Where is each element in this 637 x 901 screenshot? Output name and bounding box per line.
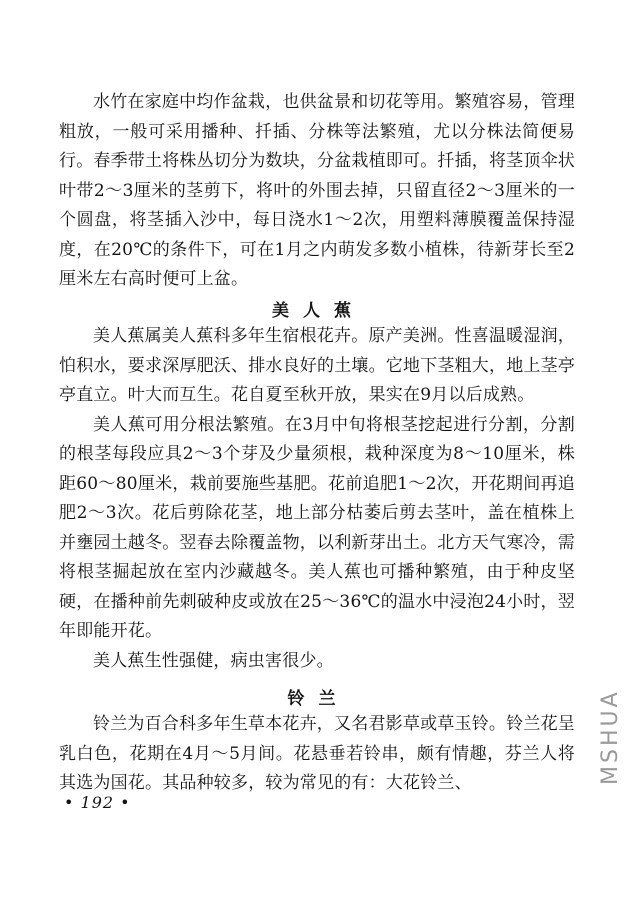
section-water-bamboo <box>59 88 575 295</box>
paragraph-canna-propagation: 美人蕉可用分根法繁殖。在3月中旬将根茎挖起进行分割，分割的根茎每段应具2～3个芽及少量须根，栽种深度为8～10厘米，株距60～80厘米，栽前要施些基肥。花前追肥1～2次，开花期间再追肥2～3次。花后剪除花茎，地上部分枯萎后剪去茎叶，盖在植株上并壅园土越冬。翌春去除覆盖物，以利新芽出土。北方天气寒冷，需将根茎掘起放在室内沙藏越冬。美人蕉也可播种繁殖，由于种皮坚硬，在播种前先刺破种皮或放在25～36℃的温水中浸泡24小时，翌年即能开花。 <box>59 414 575 641</box>
page-number: • 192 • <box>64 793 131 812</box>
paragraph-canna-health: 美人蕉生性强健，病虫害很少。 <box>93 650 334 671</box>
heading-canna: 美人蕉 <box>272 301 365 321</box>
paragraph-water-bamboo: 水竹在家庭中均作盆栽，也供盆景和切花等用。繁殖容易，管理粗放，一般可采用播种、扦插、分株等法繁殖，尤以分株法简便易行。春季带土将株丛切分为数块，分盆栽植即可。扦插，将茎顶伞状叶带2～3厘米的茎剪下，将叶的外围去掉，只留直径2～3厘米的一个圆盘，将茎插入沙中，每日浇水1～2次，用塑料薄膜覆盖保持湿度，在20℃的条件下，可在1月之内萌发多数小植株，待新芽长至2厘米左右高时便可上盆。 <box>59 92 575 289</box>
watermark: MSHUA <box>598 689 623 785</box>
section-canna <box>59 322 575 676</box>
paragraph-canna-intro: 美人蕉属美人蕉科多年生宿根花卉。原产美洲。性喜温暖湿润，怕积水，要求深厚肥沃、排水良好的土壤。它地下茎粗大，地上茎亭亭直立。叶大而互生。花自夏至秋开放，果实在9月以后成熟。 <box>59 326 575 405</box>
section-lily-of-the-valley <box>59 710 575 799</box>
paragraph-lily-intro: 铃兰为百合科多年生草本花卉，又名君影草或草玉铃。铃兰花呈乳白色，花期在4月～5月间。花悬垂若铃串，颇有情趣，芬兰人将其选为国花。其品种较多，较为常见的有：大花铃兰、 <box>59 714 575 793</box>
heading-lily-of-the-valley: 铃兰 <box>287 689 350 709</box>
